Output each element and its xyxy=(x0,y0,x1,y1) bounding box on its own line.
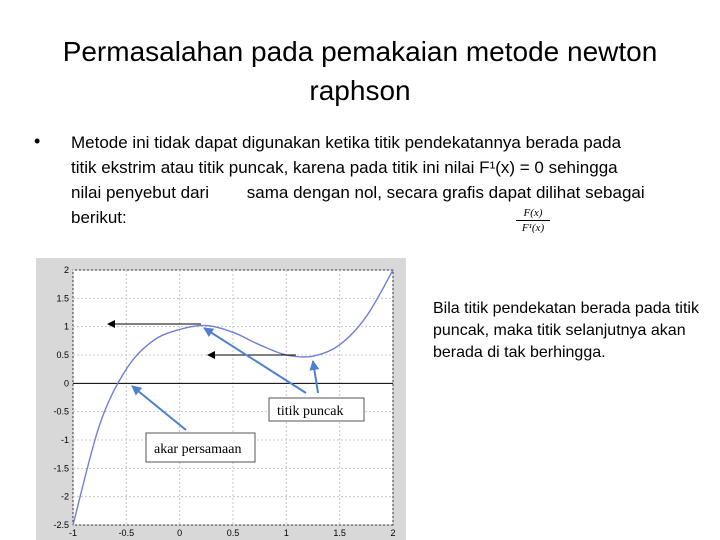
x-tick-label: -1 xyxy=(68,528,78,538)
y-tick-label: 2 xyxy=(63,265,69,275)
bullet-line: berikut: xyxy=(71,208,127,227)
y-tick-label: -2.5 xyxy=(53,520,69,530)
y-tick-label: 0.5 xyxy=(56,350,69,360)
bullet-line: Metode ini tidak dapat digunakan ketika titik pendekatannya berada pada xyxy=(71,133,622,152)
x-tick-label: 0.5 xyxy=(226,528,240,538)
fraction-formula xyxy=(516,207,550,234)
x-tick-label: 1 xyxy=(283,528,289,538)
label-titik-puncak: titik puncak xyxy=(277,404,344,419)
formula-denominator: F¹(x) xyxy=(521,222,545,234)
y-tick-label: 0 xyxy=(63,378,69,389)
x-tick-label: 0 xyxy=(177,528,183,538)
bullet-icon: • xyxy=(34,131,41,151)
y-tick-label: 1 xyxy=(63,321,69,332)
bullet-paragraph xyxy=(71,130,711,230)
label-akar-persamaan: akar persamaan xyxy=(154,442,242,457)
y-tick-label: -1.5 xyxy=(53,463,69,474)
slide-title: Permasalahan pada pemakaian metode newton raphson xyxy=(62,36,658,106)
x-tick-label: 2 xyxy=(390,528,396,538)
y-tick-label: -1 xyxy=(60,435,69,445)
newton-raphson-plot xyxy=(36,258,406,540)
formula-numerator: F(x) xyxy=(516,207,550,221)
bullet-line: nilai penyebut dari sama dengan nol, secara grafis dapat dilihat sebagai xyxy=(71,183,645,202)
x-tick-label: 1.5 xyxy=(333,528,346,538)
y-tick-label: -0.5 xyxy=(53,406,69,417)
x-tick-label: -0.5 xyxy=(118,528,135,538)
y-tick-label: -2 xyxy=(60,491,69,502)
side-explanation: Bila titik pendekatan berada pada titik puncak, maka titik selanjutnya akan berada di tak berhingga. xyxy=(433,300,699,361)
y-tick-label: 1.5 xyxy=(56,293,69,304)
bullet-line: titik ekstrim atau titik puncak, karena pada titik ini nilai F¹(x) = 0 sehingga xyxy=(71,158,618,177)
